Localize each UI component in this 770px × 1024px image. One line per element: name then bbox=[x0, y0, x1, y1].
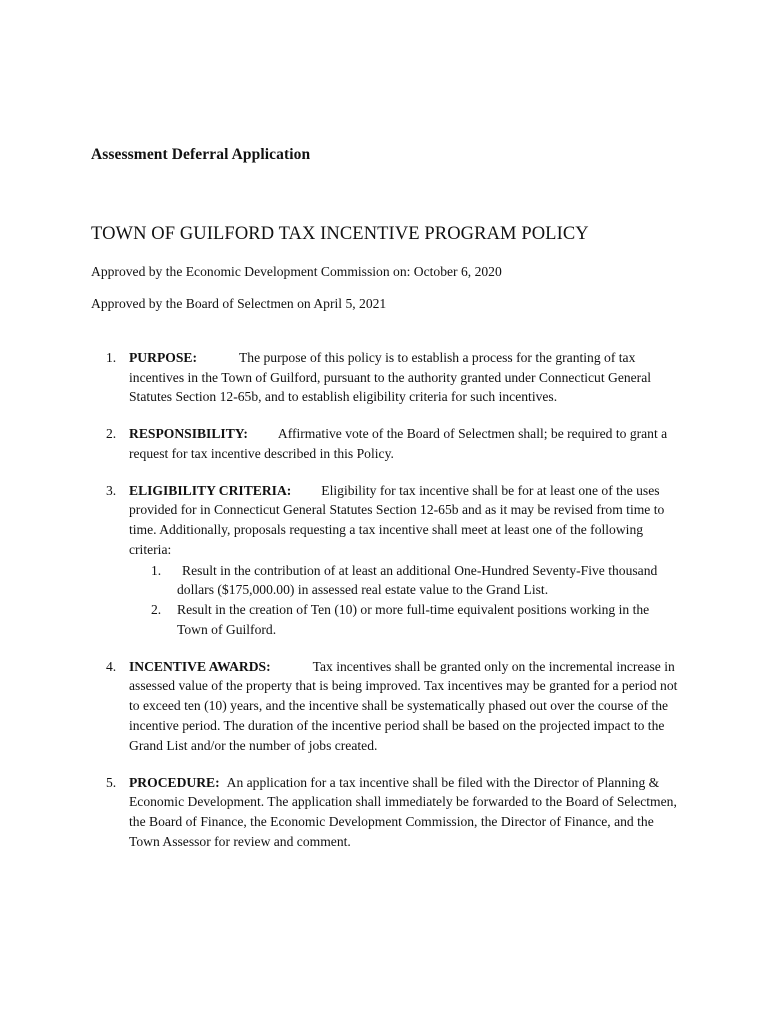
page-title: Assessment Deferral Application bbox=[91, 146, 311, 163]
eligibility-criterion-job-creation bbox=[129, 600, 683, 640]
sub-list-marker: 2. bbox=[151, 602, 162, 618]
section-body: Eligibility for tax incentive shall be for at least one of the uses provided for in Connecticut General Statutes Section 12-65b and as it may be revised from time to time. Additionally, proposals requesting a tax incentive shall meet at least one of the following criteria: bbox=[129, 482, 665, 557]
policy-section-list bbox=[91, 313, 683, 852]
section-term: RESPONSIBILITY: bbox=[129, 426, 248, 442]
approval-line-board-of-selectmen: Approved by the Board of Selectmen on April 5, 2021 bbox=[91, 295, 387, 311]
section-term: PURPOSE: bbox=[129, 349, 197, 365]
list-marker: 3. bbox=[106, 482, 117, 498]
eligibility-criteria-sublist bbox=[129, 560, 683, 640]
approval-line-economic-development-commission: Approved by the Economic Development Commission on: October 6, 2020 bbox=[91, 263, 502, 279]
sub-list-marker: 1. bbox=[151, 562, 162, 578]
list-marker: 5. bbox=[106, 774, 117, 790]
eligibility-criterion-grand-list-value bbox=[129, 561, 683, 601]
section-body: An application for a tax incentive shall be filed with the Director of Planning & Economic Development. The application shall immediately be forwarded to the Board of Selectmen, the Board of Finance, the Economic Development Commission, the Director of Finance, and the Town Assessor for review and comment. bbox=[129, 774, 677, 849]
section-body: Tax incentives shall be granted only on the incremental increase in assessed value of the property that is being improved. Tax incentives may be granted for a period not to exceed ten (10) years, and the incentive shall be systematically phased out over the course of the incentive period. The duration of the incentive period shall be based on the projected impact to the Grand List and/or the number of jobs created. bbox=[129, 658, 678, 753]
policy-section-purpose bbox=[91, 348, 683, 407]
section-body: Affirmative vote of the Board of Selectmen shall; be required to grant a request for tax incentive described in this Policy. bbox=[129, 426, 668, 461]
sub-item-text: Result in the contribution of at least an additional One-Hundred Seventy-Five thousand dollars ($175,000.00) in assessed real estate value to the Grand List. bbox=[177, 562, 658, 598]
program-policy-title: TOWN OF GUILFORD TAX INCENTIVE PROGRAM POLICY bbox=[91, 223, 589, 244]
policy-section-responsibility bbox=[91, 424, 683, 464]
policy-section-eligibility-criteria bbox=[91, 481, 683, 640]
policy-section-procedure bbox=[91, 773, 683, 852]
policy-section-incentive-awards bbox=[91, 657, 683, 756]
document-content bbox=[91, 146, 683, 852]
list-marker: 4. bbox=[106, 658, 117, 674]
sub-item-text: Result in the creation of Ten (10) or more full-time equivalent positions working in the Town of Guilford. bbox=[177, 602, 650, 637]
section-term: INCENTIVE AWARDS: bbox=[129, 658, 271, 674]
section-term: PROCEDURE: bbox=[129, 774, 220, 790]
list-marker: 2. bbox=[106, 426, 117, 442]
section-term: ELIGIBILITY CRITERIA: bbox=[129, 482, 292, 498]
list-marker: 1. bbox=[106, 349, 117, 365]
section-body: The purpose of this policy is to establish a process for the granting of tax incentives in the Town of Guilford, pursuant to the authority granted under Connecticut General Statutes Section 12-65b, and to establish eligibility criteria for such incentives. bbox=[129, 349, 652, 405]
